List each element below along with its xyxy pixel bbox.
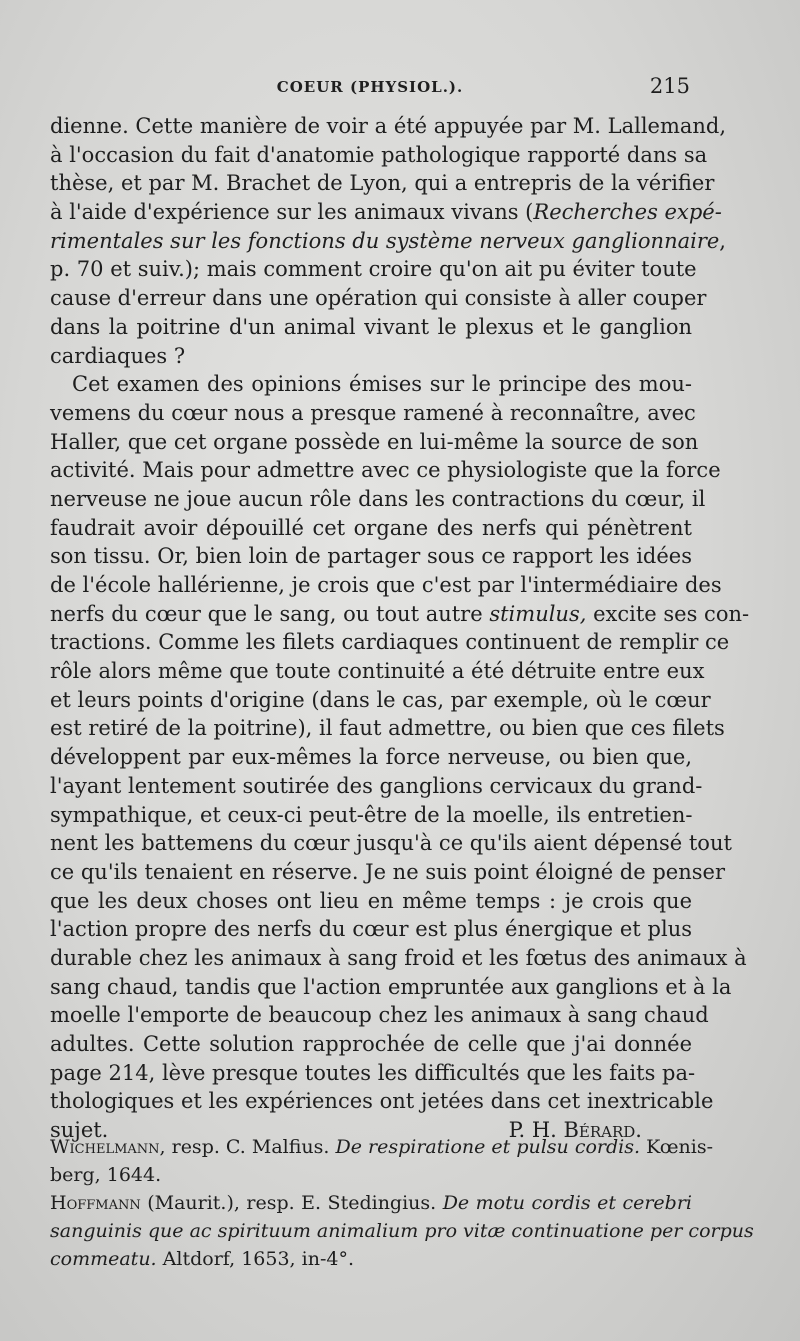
italic-citation: Recherches expé-	[533, 200, 722, 225]
text-line: sympathique, et ceux-ci peut-être de la moelle, ils entretien-	[50, 802, 693, 827]
bibliography	[50, 1133, 754, 1273]
text-line: thèse, et par M. Brachet de Lyon, qui a entrepris de la vérifier	[50, 171, 715, 196]
text-line: de l'école hallérienne, je crois que c'est par l'intermédiaire des	[50, 573, 722, 597]
text-line: que les deux choses ont lieu en même temps : je crois que	[50, 888, 692, 913]
text-line: moelle l'emporte de beaucoup chez les animaux à sang chaud	[50, 1003, 709, 1028]
text-line: cause d'erreur dans une opération qui consiste à aller couper	[50, 286, 707, 311]
text-line: à l'occasion du fait d'anatomie pathologique rapporté dans sa	[50, 142, 708, 167]
text-line: Haller, que cet organe possède en lui-même la source de son	[50, 429, 699, 454]
text-line: son tissu. Or, bien loin de partager sous ce rapport les idées	[50, 544, 692, 569]
bibliography-entry: commeatu. Altdorf, 1653, in-4°.	[50, 1248, 355, 1270]
text-line: durable chez les animaux à sang froid et les fœtus des animaux à	[50, 945, 747, 970]
text-line: ce qu'ils tenaient en réserve. Je ne suis point éloigné de penser	[50, 859, 725, 884]
text-line: sang chaud, tandis que l'action empruntée aux ganglions et à la	[50, 974, 732, 999]
text-line: nerveuse ne joue aucun rôle dans les contractions du cœur, il	[50, 486, 706, 511]
running-title: COEUR (PHYSIOL.).	[276, 78, 464, 96]
text-line: dans la poitrine d'un animal vivant le plexus et le ganglion	[50, 314, 692, 339]
text-line: activité. Mais pour admettre avec ce physiologiste que la force	[50, 458, 721, 483]
text-line: à l'aide d'expérience sur les animaux vivans (Recherches expé-	[50, 200, 722, 225]
body-text	[50, 112, 750, 1145]
bibliography-entry: sanguinis que ac spirituum animalium pro vitæ continuatione per corpus	[50, 1220, 754, 1242]
text-line: est retiré de la poitrine), il faut admettre, ou bien que ces filets	[50, 716, 725, 741]
text-line: rôle alors même que toute continuité a été détruite entre eux	[50, 659, 705, 684]
text-line: thologiques et les expériences ont jetées dans cet inextricable	[50, 1089, 714, 1114]
author-signature: P. H. Bérard.	[508, 1118, 642, 1143]
text-line: nent les battemens du cœur jusqu'à ce qu'ils aient dépensé tout	[50, 831, 732, 856]
text-line: tractions. Comme les filets cardiaques continuent de remplir ce	[50, 630, 730, 655]
text-line: dienne. Cette manière de voir a été appuyée par M. Lallemand,	[50, 114, 727, 138]
text-line: et leurs points d'origine (dans le cas, par exemple, où le cœur	[50, 687, 711, 712]
bibliography-entry: Hoffmann (Maurit.), resp. E. Stedingius. De motu cordis et cerebri	[50, 1192, 692, 1214]
bibliography-entry: berg, 1644.	[50, 1164, 162, 1186]
text-line: développent par eux-mêmes la force nerveuse, ou bien que,	[50, 745, 692, 770]
page-number: 215	[649, 74, 690, 98]
text-line: page 214, lève presque toutes les difficultés que les faits pa-	[50, 1060, 696, 1085]
bibliography-entry: Wichelmann, resp. C. Malfius. De respiratione et pulsu cordis. Kœnis-	[50, 1136, 714, 1158]
text-line: cardiaques ?	[50, 343, 186, 368]
text-line: rimentales sur les fonctions du système nerveux ganglionnaire,	[50, 228, 726, 253]
text-line: sujet. P. H. Bérard.	[50, 1116, 692, 1145]
text-line: faudrait avoir dépouillé cet organe des nerfs qui pénètrent	[50, 515, 692, 540]
text-line: Cet examen des opinions émises sur le principe des mou-	[72, 372, 692, 397]
text-line: l'ayant lentement soutirée des ganglions cervicaux du grand-	[50, 773, 703, 798]
text-line: adultes. Cette solution rapprochée de celle que j'ai donnée	[50, 1032, 692, 1056]
text-line: nerfs du cœur que le sang, ou tout autre stimulus, excite ses con-	[50, 601, 750, 626]
page-header	[50, 74, 690, 108]
text-line: l'action propre des nerfs du cœur est plus énergique et plus	[50, 917, 692, 942]
italic-citation: rimentales sur les fonctions du système nerveux ganglionnaire	[50, 228, 720, 253]
text-line: vemens du cœur nous a presque ramené à reconnaître, avec	[50, 400, 696, 425]
text-line: p. 70 et suiv.); mais comment croire qu'on ait pu éviter toute	[50, 257, 697, 282]
